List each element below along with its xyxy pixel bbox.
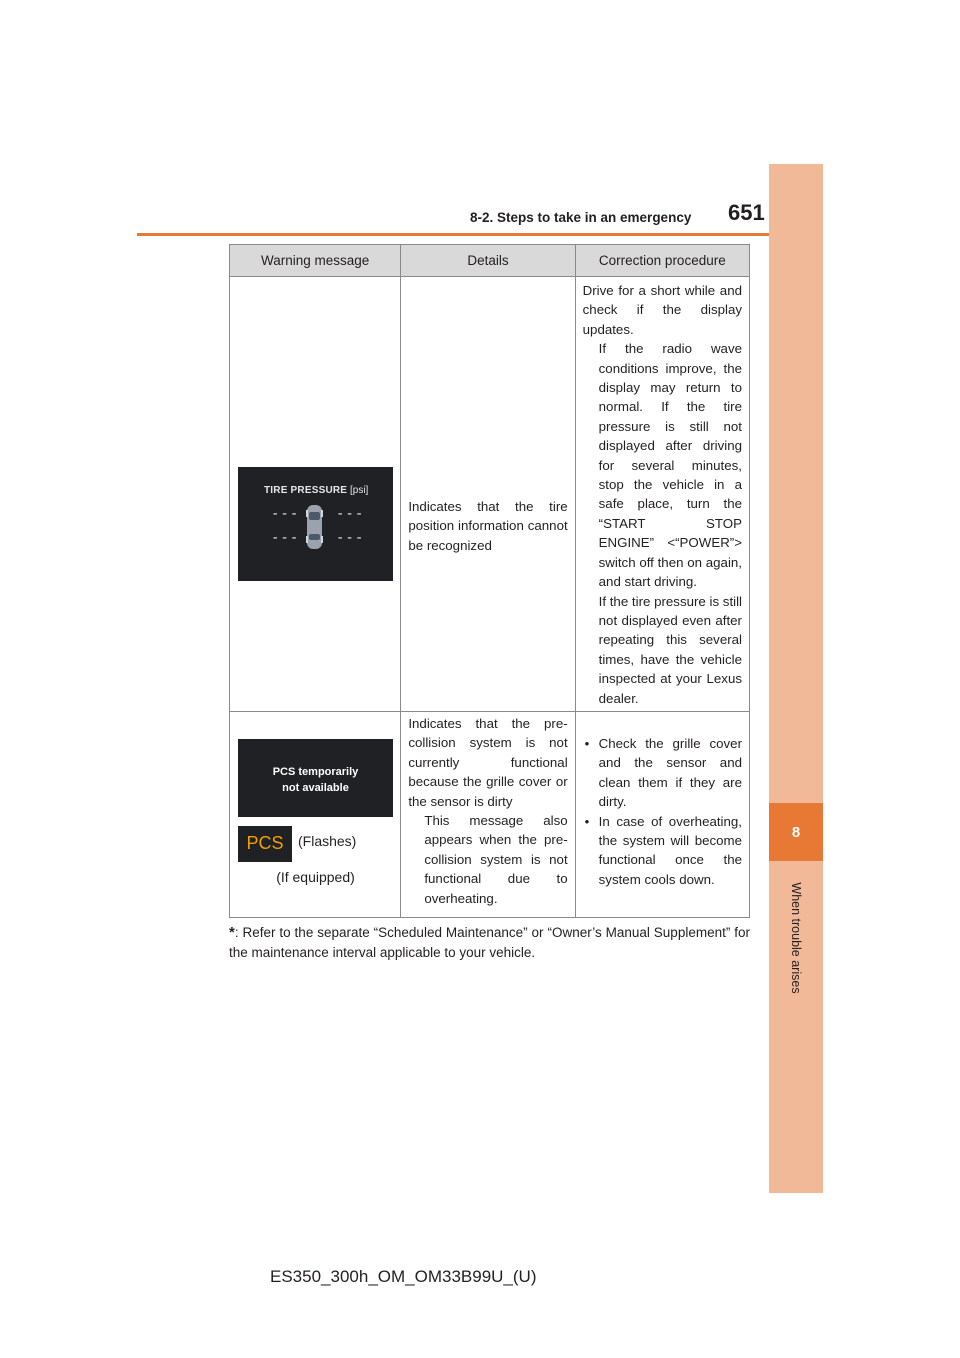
side-tab-band — [769, 164, 823, 1193]
column-header-correction-procedure: Correction procedure — [575, 245, 749, 277]
bullet-text: Check the grille cover and the sensor and clean them if they are dirty. — [598, 736, 742, 810]
correction-intro: Drive for a short while and check if the display updates. — [582, 283, 742, 337]
tire-value-front-left: --- — [271, 506, 300, 522]
pcs-display-line1: PCS temporarily — [272, 766, 359, 778]
table-row-pcs — [230, 712, 750, 918]
correction-cell — [575, 712, 749, 918]
tire-pressure-title: TIRE PRESSURE — [264, 485, 348, 496]
table-row-tire-pressure — [230, 277, 750, 712]
flash-label: (Flashes) — [298, 833, 357, 849]
table-header-row — [230, 245, 750, 277]
bullet-icon: • — [584, 813, 590, 829]
details-text: Indicates that the tire position information cannot be recognized — [408, 499, 568, 553]
section-title: 8-2. Steps to take in an emergency — [470, 210, 692, 225]
tire-pressure-display-image — [238, 467, 393, 581]
correction-note-2: If the tire pressure is still not displayed even after repeating this several times, have the vehicle inspected at your Lexus dealer. — [598, 593, 743, 706]
header-rule — [137, 233, 823, 236]
correction-cell — [575, 277, 749, 712]
correction-bullet — [583, 812, 742, 890]
chapter-number-tab: 8 — [769, 803, 823, 861]
page-number: 651 — [728, 200, 765, 225]
pcs-warning-light-icon: PCS — [238, 826, 292, 862]
details-cell — [401, 712, 575, 918]
tire-pressure-unit: [psi] — [350, 485, 369, 496]
correction-bullet — [583, 734, 742, 812]
tire-value-rear-right: --- — [336, 530, 365, 546]
correction-note: If the radio wave conditions improve, the display may return to normal. If the tire pressure is still not displayed after driving for several minutes, stop the vehicle in a safe place, turn the “START STOP ENGINE” <“POWER”> switch off then on again, and start driving. — [598, 341, 742, 590]
footnote — [229, 923, 750, 963]
bullet-text: In case of overheating, the system will become functional once the system cools down. — [598, 813, 742, 887]
document-code: ES350_300h_OM_OM33B99U_(U) — [270, 1267, 537, 1286]
details-note: This message also appears when the pre-collision system is not functional due to overheating. — [424, 813, 568, 906]
details-text: Indicates that the pre-collision system is not currently functional because the grille cover or the sensor is dirty — [408, 716, 568, 809]
column-header-warning-message: Warning message — [230, 245, 401, 277]
footnote-marker: * — [229, 924, 235, 941]
chapter-title-tab — [769, 868, 823, 1008]
details-cell — [401, 277, 575, 712]
equipped-label: (If equipped) — [276, 869, 355, 885]
warning-message-cell — [230, 712, 401, 918]
warning-message-cell — [230, 277, 401, 712]
tire-value-front-right: --- — [336, 506, 365, 522]
chapter-title: When trouble arises — [789, 882, 803, 994]
footnote-text: : Refer to the separate “Scheduled Maintenance” or “Owner’s Manual Supplement” for the maintenance interval applicable to your vehicle. — [229, 925, 750, 960]
warning-message-table — [229, 244, 750, 918]
pcs-display-image — [238, 739, 393, 817]
column-header-details: Details — [401, 245, 575, 277]
car-top-view-icon — [306, 504, 323, 550]
bullet-icon: • — [584, 736, 590, 751]
pcs-display-line2: not available — [282, 782, 349, 794]
tire-value-rear-left: --- — [271, 530, 300, 546]
